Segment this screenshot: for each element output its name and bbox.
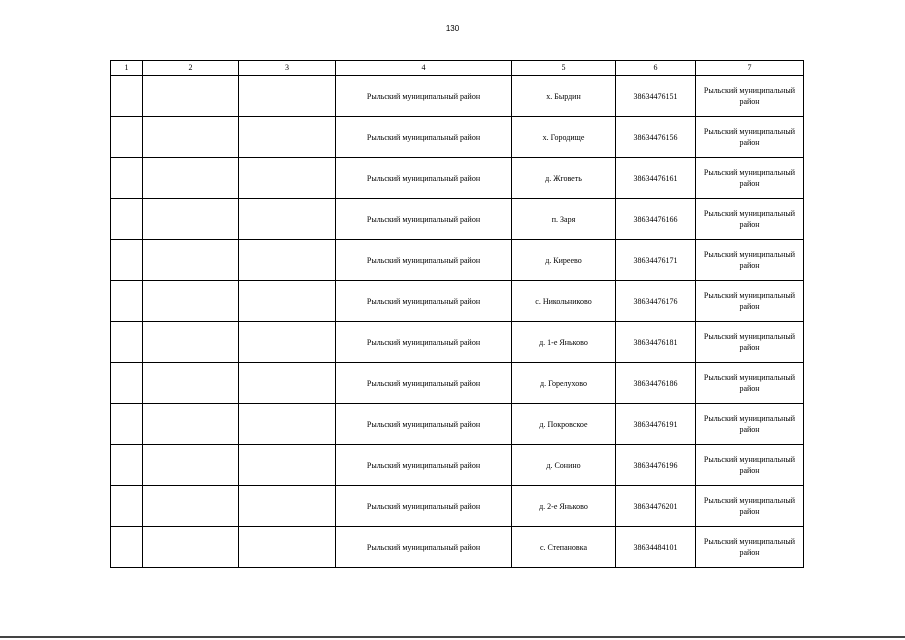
column-header: 6	[616, 61, 696, 76]
cell-col3	[239, 404, 336, 445]
cell-code: 38634476151	[616, 76, 696, 117]
cell-district-col7: Рыльский муниципальный район	[696, 527, 804, 568]
table-row	[111, 281, 804, 322]
cell-settlement: д. Сонино	[512, 445, 616, 486]
cell-district-col7: Рыльский муниципальный район	[696, 445, 804, 486]
column-header: 7	[696, 61, 804, 76]
cell-col3	[239, 322, 336, 363]
cell-settlement: с. Никольниково	[512, 281, 616, 322]
cell-code: 38634476156	[616, 117, 696, 158]
cell-code: 38634476201	[616, 486, 696, 527]
cell-col2	[143, 486, 239, 527]
cell-district-col7: Рыльский муниципальный район	[696, 281, 804, 322]
cell-code: 38634476191	[616, 404, 696, 445]
cell-col2	[143, 445, 239, 486]
table-row	[111, 527, 804, 568]
cell-district: Рыльский муниципальный район	[336, 240, 512, 281]
cell-col1	[111, 76, 143, 117]
cell-col2	[143, 158, 239, 199]
cell-col2	[143, 240, 239, 281]
cell-settlement: д. Киреево	[512, 240, 616, 281]
cell-district: Рыльский муниципальный район	[336, 363, 512, 404]
cell-settlement: д. Жговеть	[512, 158, 616, 199]
table-row	[111, 158, 804, 199]
cell-district: Рыльский муниципальный район	[336, 76, 512, 117]
cell-district-col7: Рыльский муниципальный район	[696, 404, 804, 445]
cell-code: 38634476181	[616, 322, 696, 363]
cell-col3	[239, 117, 336, 158]
cell-settlement: с. Степановка	[512, 527, 616, 568]
table-row	[111, 404, 804, 445]
cell-district: Рыльский муниципальный район	[336, 158, 512, 199]
header-row	[111, 61, 804, 76]
table-row	[111, 240, 804, 281]
cell-district: Рыльский муниципальный район	[336, 404, 512, 445]
cell-code: 38634476161	[616, 158, 696, 199]
cell-settlement: д. 1-е Яньково	[512, 322, 616, 363]
cell-district-col7: Рыльский муниципальный район	[696, 322, 804, 363]
cell-col1	[111, 117, 143, 158]
cell-col3	[239, 527, 336, 568]
cell-code: 38634484101	[616, 527, 696, 568]
cell-col1	[111, 527, 143, 568]
table-row	[111, 76, 804, 117]
cell-col3	[239, 486, 336, 527]
cell-col1	[111, 486, 143, 527]
cell-col3	[239, 76, 336, 117]
cell-district-col7: Рыльский муниципальный район	[696, 117, 804, 158]
cell-settlement: х. Бырдин	[512, 76, 616, 117]
cell-code: 38634476176	[616, 281, 696, 322]
cell-col3	[239, 199, 336, 240]
cell-district: Рыльский муниципальный район	[336, 527, 512, 568]
cell-col2	[143, 281, 239, 322]
cell-col2	[143, 117, 239, 158]
cell-district: Рыльский муниципальный район	[336, 117, 512, 158]
cell-col1	[111, 404, 143, 445]
cell-code: 38634476166	[616, 199, 696, 240]
cell-col2	[143, 76, 239, 117]
page-number: 130	[445, 24, 460, 33]
cell-col3	[239, 240, 336, 281]
document-table	[110, 60, 804, 568]
cell-settlement: д. 2-е Яньково	[512, 486, 616, 527]
cell-col1	[111, 281, 143, 322]
cell-district-col7: Рыльский муниципальный район	[696, 158, 804, 199]
cell-district-col7: Рыльский муниципальный район	[696, 363, 804, 404]
cell-col1	[111, 445, 143, 486]
table-row	[111, 445, 804, 486]
cell-col3	[239, 363, 336, 404]
cell-code: 38634476196	[616, 445, 696, 486]
cell-settlement: х. Городище	[512, 117, 616, 158]
cell-col2	[143, 363, 239, 404]
cell-district-col7: Рыльский муниципальный район	[696, 486, 804, 527]
cell-col3	[239, 158, 336, 199]
table-row	[111, 199, 804, 240]
cell-district: Рыльский муниципальный район	[336, 445, 512, 486]
cell-district: Рыльский муниципальный район	[336, 199, 512, 240]
cell-settlement: п. Заря	[512, 199, 616, 240]
cell-col1	[111, 322, 143, 363]
cell-col1	[111, 158, 143, 199]
cell-district: Рыльский муниципальный район	[336, 486, 512, 527]
column-header: 5	[512, 61, 616, 76]
cell-district: Рыльский муниципальный район	[336, 281, 512, 322]
scan-edge-line	[0, 636, 905, 638]
cell-col1	[111, 363, 143, 404]
table-row	[111, 486, 804, 527]
table-row	[111, 117, 804, 158]
cell-code: 38634476171	[616, 240, 696, 281]
column-header: 4	[336, 61, 512, 76]
cell-district-col7: Рыльский муниципальный район	[696, 199, 804, 240]
table-row	[111, 322, 804, 363]
table-row	[111, 363, 804, 404]
cell-district-col7: Рыльский муниципальный район	[696, 76, 804, 117]
cell-code: 38634476186	[616, 363, 696, 404]
cell-settlement: д. Покровское	[512, 404, 616, 445]
cell-col2	[143, 199, 239, 240]
cell-col2	[143, 527, 239, 568]
cell-settlement: д. Горелухово	[512, 363, 616, 404]
column-header: 2	[143, 61, 239, 76]
cell-col1	[111, 240, 143, 281]
cell-col2	[143, 322, 239, 363]
cell-col1	[111, 199, 143, 240]
column-header: 3	[239, 61, 336, 76]
column-header: 1	[111, 61, 143, 76]
cell-col3	[239, 281, 336, 322]
cell-col2	[143, 404, 239, 445]
cell-district-col7: Рыльский муниципальный район	[696, 240, 804, 281]
cell-col3	[239, 445, 336, 486]
cell-district: Рыльский муниципальный район	[336, 322, 512, 363]
